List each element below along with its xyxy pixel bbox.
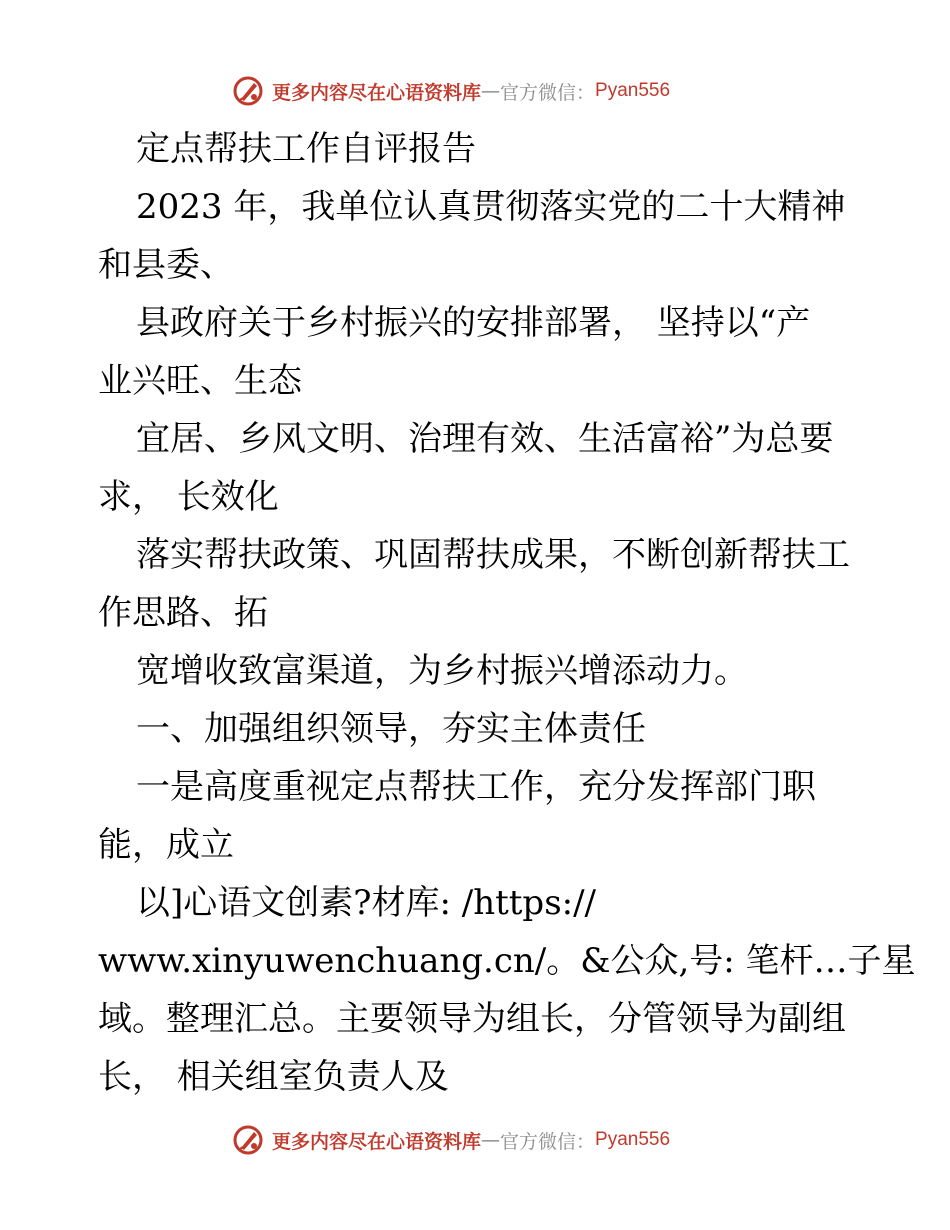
paragraph-line: 能，成立: [98, 825, 234, 865]
paragraph-line: 求， 长效化: [98, 477, 279, 517]
header-watermark-banner: [232, 71, 752, 111]
banner-title: 更多内容尽在心语资料库: [272, 81, 482, 104]
paragraph-line: 宽增收致富渠道，为乡村振兴增添动力。: [136, 651, 748, 691]
paragraph-line: 落实帮扶政策、巩固帮扶成果，不断创新帮扶工: [136, 535, 850, 575]
paragraph-line: www.xinyuwenchuang.cn/。&公众,号: 笔杆…子星: [98, 941, 916, 981]
banner-wechat-id: Pyan556: [595, 80, 671, 101]
section-heading: 一、加强组织领导，夯实主体责任: [136, 709, 646, 749]
paragraph-line: 和县委、: [98, 245, 234, 285]
paragraph-line: 业兴旺、生态: [98, 361, 302, 401]
document-title: 定点帮扶工作自评报告: [136, 129, 476, 169]
paragraph-line: 一是高度重视定点帮扶工作，充分发挥部门职: [136, 767, 816, 807]
footer-watermark-banner: [232, 1120, 752, 1160]
paragraph-line: 以]心语文创素?材库: /https://: [136, 883, 597, 923]
banner-wechat-label: 官方微信：: [500, 1130, 596, 1153]
paragraph-line: 长， 相关组室负责人及: [98, 1057, 449, 1097]
paragraph-line: 县政府关于乡村振兴的安排部署， 坚持以“产: [136, 303, 811, 343]
paragraph-line: 2023 年，我单位认真贯彻落实党的二十大精神: [136, 187, 846, 227]
document-body: [98, 120, 916, 1106]
paragraph-line: 宜居、乡风文明、治理有效、生活富裕”为总要: [136, 419, 834, 459]
banner-separator: —: [481, 80, 501, 102]
quill-pen-logo-icon: [232, 1124, 264, 1156]
banner-wechat-label: 官方微信：: [500, 81, 596, 104]
quill-pen-logo-icon: [232, 75, 264, 107]
banner-wechat-id: Pyan556: [595, 1129, 671, 1150]
banner-title: 更多内容尽在心语资料库: [272, 1130, 482, 1153]
banner-separator: —: [481, 1129, 501, 1151]
paragraph-line: 作思路、拓: [98, 593, 268, 633]
paragraph-line: 域。整理汇总。主要领导为组长，分管领导为副组: [98, 999, 846, 1039]
